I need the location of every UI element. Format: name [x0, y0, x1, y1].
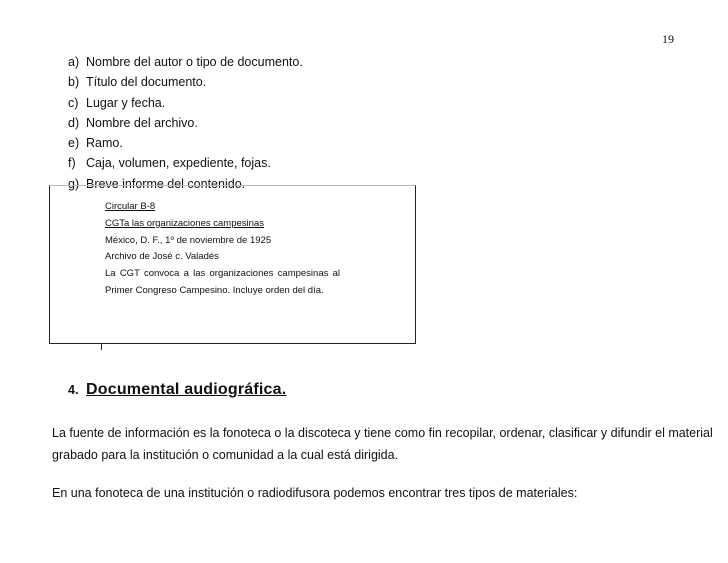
- paragraph-line: En una fonoteca de una institución o radiodifusora podemos encontrar tres tipos de materiales:: [52, 486, 578, 500]
- card-archive-name: Archivo de José c. Valadés: [105, 251, 219, 263]
- section-heading: [68, 381, 286, 399]
- paragraph-line: La fuente de información es la fonoteca o la discoteca y tiene como fin recopilar, ordenar, clasificar y difundir el material: [52, 426, 713, 440]
- index-card: [49, 185, 416, 344]
- list-item-text: Nombre del archivo.: [86, 115, 198, 130]
- list-item: [68, 133, 303, 153]
- list-item-text: Nombre del autor o tipo de documento.: [86, 55, 303, 69]
- card-summary-line-2: Primer Congreso Campesino. Incluye orden del día.: [105, 284, 324, 296]
- paragraph-material-types: [52, 482, 676, 504]
- card-summary-line-1: La CGT convoca a las organizaciones campesinas al: [105, 268, 340, 280]
- citation-elements-list: [68, 52, 303, 194]
- list-item-text: Lugar y fecha.: [86, 95, 166, 110]
- list-item: [68, 72, 303, 92]
- list-item: [68, 153, 303, 173]
- section-title: Documental audiográfica.: [86, 381, 287, 398]
- card-document-type: Circular B-8: [105, 201, 156, 212]
- list-marker: e): [68, 136, 80, 151]
- list-item-text: Caja, volumen, expediente, fojas.: [86, 156, 271, 171]
- paragraph-fonoteca: [52, 422, 713, 466]
- list-marker: d): [68, 115, 80, 130]
- list-marker: c): [68, 95, 79, 110]
- index-card-content: [105, 199, 340, 300]
- list-marker: b): [68, 75, 80, 90]
- page-number: 19: [662, 32, 674, 46]
- list-marker: a): [68, 55, 80, 69]
- list-marker: g): [68, 176, 80, 191]
- card-document-title: CGTa las organizaciones campesinas: [105, 217, 264, 229]
- list-item-text: Breve informe del contenido.: [86, 176, 246, 191]
- list-item: [68, 52, 303, 72]
- card-place-date: México, D. F., 1º de noviembre de 1925: [105, 234, 272, 246]
- list-item: [68, 93, 303, 113]
- list-item-text: Ramo.: [86, 136, 123, 151]
- paragraph-line: grabado para la institución o comunidad a la cual está dirigida.: [52, 448, 399, 462]
- section-number: 4.: [68, 383, 79, 397]
- list-marker: f): [68, 156, 76, 171]
- card-corner-mark: [101, 344, 102, 350]
- list-item-text: Título del documento.: [86, 75, 207, 90]
- list-item: [68, 113, 303, 133]
